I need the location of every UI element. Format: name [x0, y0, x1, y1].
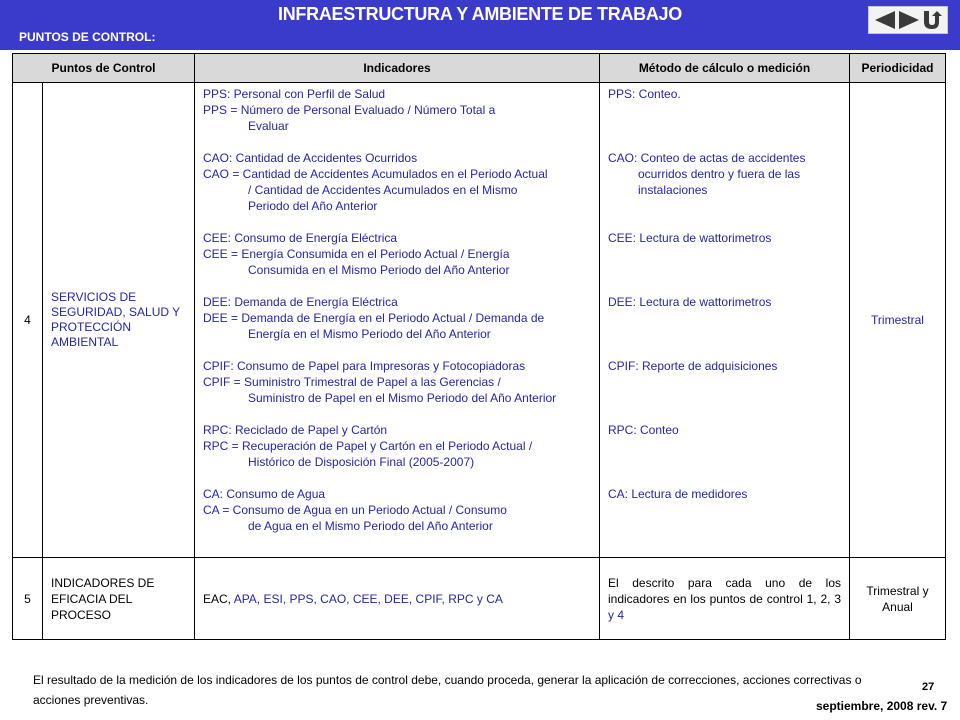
periodicity-cell: Trimestral: [850, 83, 946, 558]
indicator-item: PPS: Personal con Perfil de Salud PPS = Número de Personal Evaluado / Número Total a Evaluar: [203, 87, 496, 133]
control-point-cell: [43, 83, 195, 558]
method-item: RPC: Conteo: [608, 423, 679, 437]
method-text: El descrito para cada uno de los indicadores en los puntos de control 1, 2, 3: [608, 575, 841, 606]
arrow-left-icon[interactable]: [873, 10, 897, 30]
method-cell: [600, 83, 850, 558]
method-highlight: y 4: [608, 607, 625, 622]
control-point-cell: [43, 558, 195, 640]
method-item: CAO: Conteo de actas de accidentes ocurridos dentro y fuera de las instalaciones: [608, 151, 806, 197]
row-number: 5: [13, 558, 43, 640]
col-header-periodicity: Periodicidad: [850, 54, 946, 83]
indicators-cell: [195, 83, 600, 558]
arrow-right-icon[interactable]: [897, 10, 921, 30]
return-icon[interactable]: [921, 10, 943, 30]
method-item: CEE: Lectura de wattorimetros: [608, 231, 772, 245]
indicator-item: DEE: Demanda de Energía Eléctrica DEE = Demanda de Energía en el Periodo Actual / Demanda de Energía en el Mismo Periodo del Año Anterior: [203, 295, 545, 341]
col-header-control: Puntos de Control: [13, 54, 195, 83]
indicator-item: CA: Consumo de Agua CA = Consumo de Agua en un Periodo Actual / Consumo de Agua en el Mismo Periodo del Año Anterior: [203, 487, 507, 533]
page-number: 27: [922, 681, 935, 693]
control-point-text: INDICADORES DE EFICACIA DEL PROCESO: [51, 575, 155, 622]
method-cell: [600, 558, 850, 640]
row-number: 4: [13, 83, 43, 558]
periodicity-cell: Trimestral y Anual: [850, 558, 946, 640]
indicators-cell: [195, 558, 600, 640]
table-header-row: [13, 54, 946, 83]
table-row: [13, 83, 946, 558]
table-row: [13, 558, 946, 640]
indicator-item: CAO: Cantidad de Accidentes Ocurridos CAO = Cantidad de Accidentes Acumulados en el Periodo Actual / Cantidad de Accidentes Acumulados en el Mismo Periodo del Año Anterior: [203, 151, 548, 213]
revision-date: septiembre, 2008 rev. 7: [816, 699, 948, 713]
indicator-list: APA, ESI, PPS, CAO, CEE, DEE, CPIF, RPC y CA: [233, 591, 503, 606]
col-header-method: Método de cálculo o medición: [600, 54, 850, 83]
indicator-item: RPC: Reciclado de Papel y Cartón RPC = Recuperación de Papel y Cartón en el Periodo Actual / Histórico de Disposición Final (2005-2007): [203, 423, 533, 469]
section-subtitle: PUNTOS DE CONTROL:: [19, 30, 156, 44]
header-bar: [0, 0, 960, 50]
control-table: [12, 53, 946, 640]
nav-buttons: [868, 6, 948, 34]
indicator-prefix: EAC,: [203, 591, 234, 606]
method-item: DEE: Lectura de wattorimetros: [608, 295, 772, 309]
method-item: PPS: Conteo.: [608, 87, 681, 101]
col-header-indicators: Indicadores: [195, 54, 600, 83]
method-item: CPIF: Reporte de adquisiciones: [608, 359, 778, 373]
control-point-text: SERVICIOS DE SEGURIDAD, SALUD Y PROTECCIÓN AMBIENTAL: [51, 290, 180, 349]
indicator-item: CEE: Consumo de Energía Eléctrica CEE = Energía Consumida en el Periodo Actual / Energía Consumida en el Mismo Periodo del Año Anterior: [203, 231, 510, 277]
method-item: CA: Lectura de medidores: [608, 487, 748, 501]
page-title: INFRAESTRUCTURA Y AMBIENTE DE TRABAJO: [278, 4, 682, 24]
indicator-item: CPIF: Consumo de Papel para Impresoras y Fotocopiadoras CPIF = Suministro Trimestral de Papel a las Gerencias / Suministro de Papel en el Mismo Periodo del Año Anterior: [203, 359, 557, 405]
footer-note: El resultado de la medición de los indicadores de los puntos de control debe, cuando proceda, generar la aplicación de correcciones, acciones correctivas o acciones preventivas.: [33, 673, 862, 707]
